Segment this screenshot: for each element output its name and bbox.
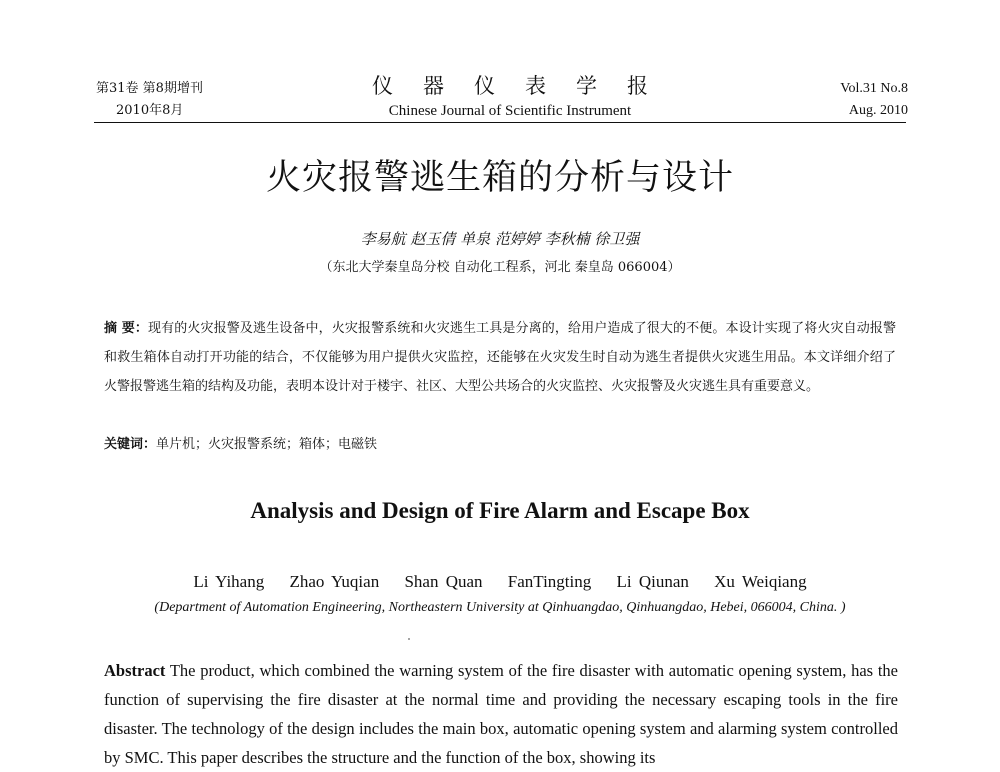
authors-cn: 李易航 赵玉倩 单泉 范婷婷 李秋楠 徐卫强 bbox=[360, 230, 640, 248]
publication-date-en: Aug. 2010 bbox=[848, 103, 908, 118]
author-en: Li Qiunan bbox=[616, 572, 689, 591]
keywords-cn bbox=[104, 430, 896, 459]
abstract-en-text: The product, which combined the warning system of the fire disaster with automatic opening system, has the function of supervising the fire disaster at the normal time and providing the necessary escaping tools in the fire disaster. The technology of the design includes the main box, automatic opening system and alarming system controlled by SMC. This paper describes the structure and the function of the box, showing its bbox=[104, 661, 898, 767]
author-en: FanTingting bbox=[507, 572, 592, 591]
author-en: Li Yihang bbox=[193, 572, 265, 591]
journal-title-en: Chinese Journal of Scientific Instrument bbox=[388, 103, 632, 119]
abstract-cn bbox=[104, 314, 896, 401]
journal-title-cn: 仪器仪表学报 bbox=[372, 74, 678, 98]
publication-date-cn: 2010年8月 bbox=[116, 103, 184, 118]
author-en: Zhao Yuqian bbox=[289, 572, 380, 591]
abstract-en-label: Abstract bbox=[104, 661, 166, 680]
affiliation-cn: （东北大学秦皇岛分校 自动化工程系，河北 秦皇岛 066004） bbox=[319, 260, 681, 275]
volume-issue-en: Vol.31 No.8 bbox=[840, 81, 908, 96]
author-en: Xu Weiqiang bbox=[714, 572, 807, 591]
scan-speck bbox=[408, 638, 410, 640]
journal-volume-info-en bbox=[840, 78, 908, 122]
abstract-cn-text: 现有的火灾报警及逃生设备中，火灾报警系统和火灾逃生工具是分离的，给用户造成了很大的不便。本设计实现了将火灾自动报警和救生箱体自动打开功能的结合，不仅能够为用户提供火灾监控，还能够在火灾发生时自动为逃生者提供火灾逃生用品。本文详细介绍了火警报警逃生箱的结构及功能，表明本设计对于楼宇、社区、大型公共场合的火灾监控、火灾报警及火灾逃生具有重要意义。 bbox=[104, 321, 896, 394]
keywords-cn-text: 单片机；火灾报警系统；箱体；电磁铁 bbox=[156, 437, 378, 452]
journal-volume-info bbox=[96, 78, 203, 122]
paper-title-en: Analysis and Design of Fire Alarm and Escape Box bbox=[250, 498, 750, 523]
keywords-cn-label: 关键词： bbox=[104, 437, 157, 452]
affiliation-en: (Department of Automation Engineering, Northeastern University at Qinhuangdao, Qinhuangdao, Hebei, 066004, China. ) bbox=[154, 600, 846, 615]
volume-issue: 第31卷 第8期增刊 bbox=[96, 81, 203, 96]
abstract-en bbox=[104, 656, 898, 772]
abstract-cn-label: 摘 要： bbox=[104, 321, 149, 336]
journal-title-block bbox=[300, 72, 720, 122]
paper-title-cn: 火灾报警逃生箱的分析与设计 bbox=[265, 158, 734, 198]
author-en: Shan Quan bbox=[404, 572, 483, 591]
authors-en bbox=[0, 572, 1000, 592]
header-rule bbox=[94, 122, 906, 123]
